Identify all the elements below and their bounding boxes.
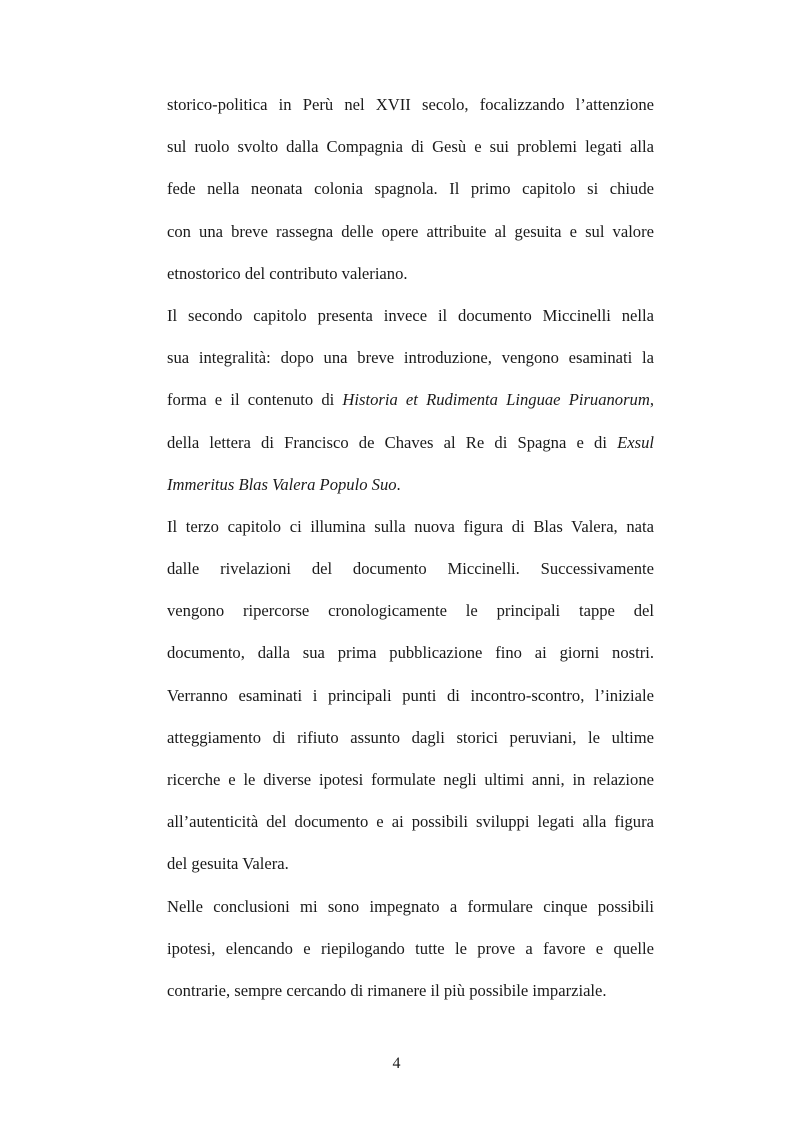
text-segment: dalle rivelazioni del documento Miccinelli. Successivamente [167, 559, 654, 579]
text-line [167, 548, 654, 590]
page-number: 4 [392, 1055, 401, 1072]
text-line [167, 717, 654, 759]
text-segment: , [649, 390, 654, 410]
text-segment: Il terzo capitolo ci illumina sulla nuova figura di Blas Valera, nata [167, 516, 654, 536]
text-segment: documento, dalla sua prima pubblicazione fino ai giorni nostri. [167, 643, 654, 663]
text-segment: fede nella neonata colonia spagnola. Il primo capitolo si chiude [167, 179, 654, 199]
text-line [167, 379, 654, 421]
text-line [167, 295, 654, 337]
italic-title: Exsul [617, 432, 654, 452]
text-segment: vengono ripercorse cronologicamente le principali tappe del [167, 601, 654, 621]
text-segment: storico-politica in Perù nel XVII secolo, focalizzando l’attenzione [167, 95, 654, 114]
text-segment: forma e il contenuto di [167, 390, 343, 410]
text-segment: sua integralità: dopo una breve introduzione, vengono esaminati la [167, 348, 654, 368]
paragraph-2 [167, 295, 654, 506]
text-line [167, 801, 654, 843]
text-line [167, 675, 654, 717]
italic-title: Immeritus Blas Valera Populo Suo [167, 474, 397, 494]
text-segment: ipotesi, elencando e riepilogando tutte le prove a favore e quelle [167, 938, 654, 958]
italic-title: Historia et Rudimenta Linguae Piruanorum [342, 390, 650, 410]
text-segment: della lettera di Francisco de Chaves al Re di Spagna e di [167, 432, 618, 452]
text-segment: Il secondo capitolo presenta invece il documento Miccinelli nella [167, 305, 654, 325]
text-line [167, 928, 654, 970]
text-line [167, 970, 654, 1012]
text-line [167, 632, 654, 674]
text-line [167, 506, 654, 548]
text-segment: all’autenticità del documento e ai possibili sviluppi legati alla figura [167, 812, 654, 832]
text-segment: sul ruolo svolto dalla Compagnia di Gesù e sui problemi legati alla [167, 137, 654, 157]
text-line [167, 337, 654, 379]
text-line [167, 211, 654, 253]
text-line [167, 886, 654, 928]
text-segment: atteggiamento di rifiuto assunto dagli storici peruviani, le ultime [167, 727, 654, 747]
text-segment: ricerche e le diverse ipotesi formulate negli ultimi anni, in relazione [167, 770, 654, 789]
text-line [167, 843, 654, 885]
body-text [167, 84, 654, 1012]
text-segment: Verranno esaminati i principali punti di incontro-scontro, l’iniziale [167, 685, 654, 705]
text-segment: . [396, 474, 401, 494]
text-segment: contrarie, sempre cercando di rimanere il più possibile imparziale. [167, 980, 607, 1000]
text-line [167, 84, 654, 126]
text-line [167, 464, 654, 506]
paragraph-4 [167, 886, 654, 1013]
text-segment: Nelle conclusioni mi sono impegnato a formulare cinque possibili [167, 896, 654, 916]
text-segment: etnostorico del contributo valeriano. [167, 263, 408, 283]
text-line [167, 422, 654, 464]
text-segment: con una breve rassegna delle opere attribuite al gesuita e sul valore [167, 221, 654, 241]
text-line [167, 590, 654, 632]
text-line [167, 759, 654, 801]
text-line [167, 168, 654, 210]
paragraph-3 [167, 506, 654, 886]
text-segment: del gesuita Valera. [167, 854, 289, 874]
text-line [167, 126, 654, 168]
text-line [167, 253, 654, 295]
paragraph-1 [167, 84, 654, 295]
